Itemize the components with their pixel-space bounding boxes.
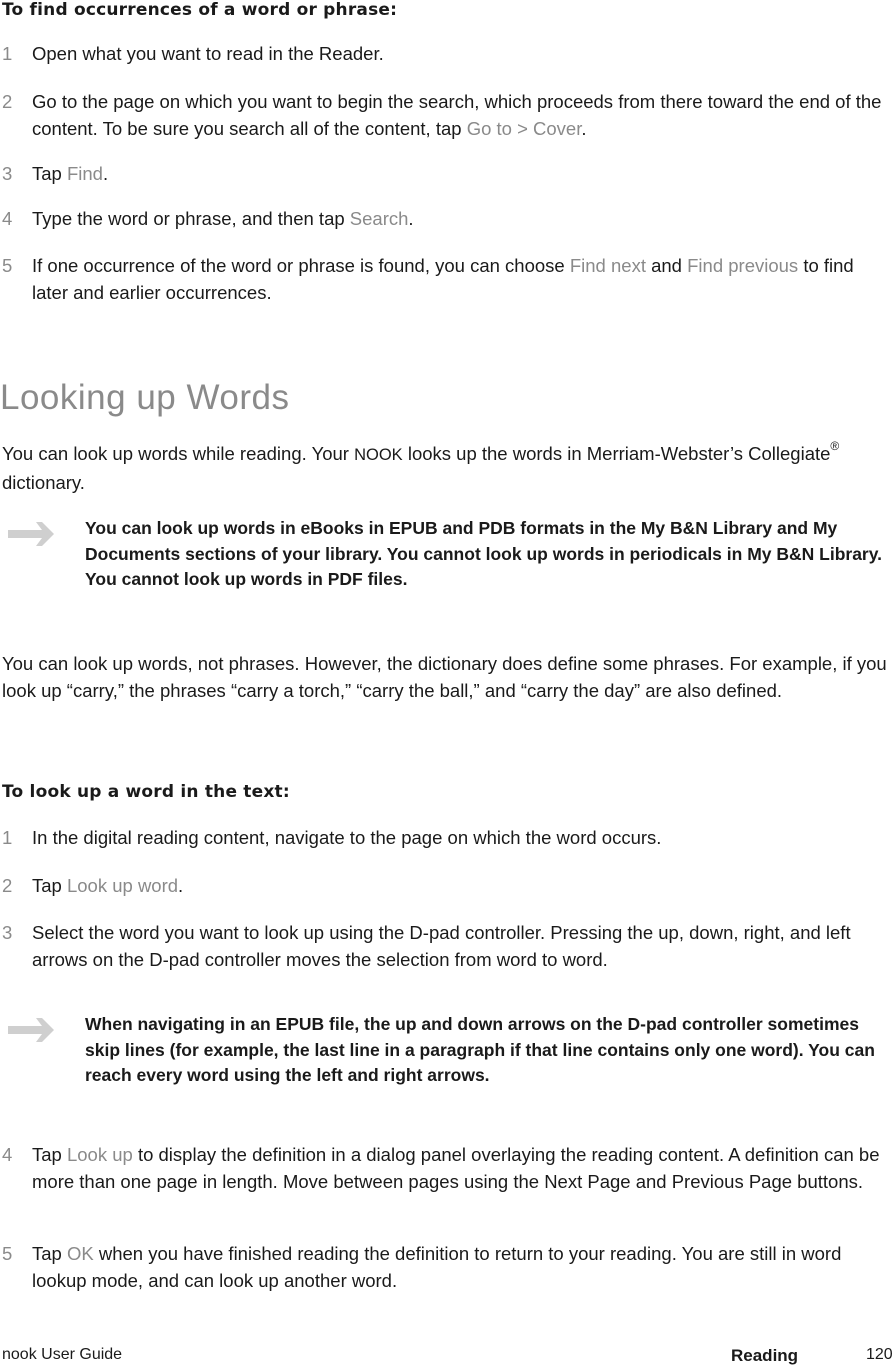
step-text: [32, 160, 894, 187]
step-number: 2: [2, 875, 13, 896]
lookup-step: [2, 1141, 894, 1195]
note-callout: [0, 1012, 895, 1089]
step-text: Select the word you want to look up using the D-pad controller. Pressing the up, down, right, and left arrows on the D-pad controller moves the selection from word to word.: [32, 922, 851, 970]
lookup-step: [2, 872, 894, 899]
registered-mark: ®: [830, 438, 840, 453]
step-number: 1: [2, 43, 13, 64]
find-step: [2, 88, 894, 142]
step-text-part: Tap: [32, 875, 67, 896]
intro-text: looks up the words in Merriam-Webster’s Collegiate: [402, 443, 831, 464]
step-text-part: .: [408, 208, 414, 229]
lookup-step: [2, 1240, 894, 1294]
find-step: [2, 205, 894, 232]
step-text-part: If one occurrence of the word or phrase is found, you can choose: [32, 255, 570, 276]
footer-section-name: Reading: [731, 1346, 799, 1365]
step-text-part: Go to the page on which you want to begin the search, which proceeds from there toward the end of the content. To be sure you search all of the content, tap: [32, 91, 882, 139]
intro-text: dictionary.: [2, 472, 85, 493]
step-number: 5: [2, 1243, 13, 1264]
note-callout: [0, 516, 895, 593]
right-arrow-icon: [4, 1012, 60, 1048]
step-number: 1: [2, 827, 13, 848]
step-number: 4: [2, 208, 13, 229]
step-text: [32, 252, 894, 306]
device-name: NOOK: [354, 446, 403, 464]
footer-page-number: 120: [866, 1346, 893, 1363]
step-number: 4: [2, 1144, 13, 1165]
ui-term-ok: OK: [66, 1243, 94, 1264]
step-number: 2: [2, 91, 13, 112]
ui-term-look-up-word: Look up word: [66, 875, 179, 896]
step-number: 5: [2, 255, 13, 276]
find-heading: To find occurrences of a word or phrase:: [2, 0, 398, 20]
section-title: Looking up Words: [0, 378, 290, 417]
step-text-part: .: [178, 875, 184, 896]
step-text-part: Tap: [32, 1243, 67, 1264]
ui-term-find-previous: Find previous: [687, 255, 799, 276]
lookup-heading: To look up a word in the text:: [2, 782, 290, 802]
step-text-part: Tap: [32, 1144, 67, 1165]
find-step: [2, 40, 894, 67]
step-text: Open what you want to read in the Reader.: [32, 43, 384, 64]
step-text: [32, 1240, 894, 1294]
step-text-part: and: [645, 255, 688, 276]
step-number: 3: [2, 922, 13, 943]
ui-term-find-next: Find next: [569, 255, 646, 276]
step-text: [32, 88, 894, 142]
ui-term-search: Search: [349, 208, 409, 229]
note-text: When navigating in an EPUB file, the up and down arrows on the D-pad controller sometimes skip lines (for example, the last line in a paragraph if that line contains only one word). You can reach every word using the left and right arrows.: [85, 1014, 875, 1085]
step-text: [32, 205, 894, 232]
ui-term-go-to-cover: Go to > Cover: [466, 118, 582, 139]
step-text-part: Type the word or phrase, and then tap: [32, 208, 350, 229]
ui-term-find: Find: [66, 163, 103, 184]
note-text: You can look up words in eBooks in EPUB and PDB formats in the My B&N Library and My Documents sections of your library. You cannot look up words in periodicals in My B&N Library. You cannot look up words in PDF files.: [85, 518, 883, 589]
find-step: [2, 160, 894, 187]
step-text-part: .: [102, 163, 109, 184]
step-text-part: .: [581, 118, 587, 139]
intro-text: You can look up words while reading. Your: [2, 443, 355, 464]
find-step: [2, 252, 894, 306]
ui-term-look-up: Look up: [66, 1144, 133, 1165]
step-text-part: to display the definition in a dialog panel overlaying the reading content. A definition can be more than one page in length. Move between pages using the Next Page and Previous Page buttons.: [32, 1144, 880, 1192]
step-number: 3: [2, 163, 13, 184]
intro-paragraph: [2, 440, 892, 496]
footer-guide-title: nook User Guide: [2, 1346, 123, 1363]
step-text: [32, 1141, 894, 1195]
step-text-part: Tap: [32, 163, 67, 184]
step-text: In the digital reading content, navigate to the page on which the word occurs.: [32, 827, 662, 848]
step-text-part: when you have finished reading the definition to return to your reading. You are still in word lookup mode, and can look up another word.: [32, 1243, 842, 1291]
right-arrow-icon: [4, 516, 60, 552]
lookup-step: [2, 824, 894, 851]
lookup-step: [2, 919, 894, 973]
step-text-part: to find later and earlier occurrences.: [32, 255, 854, 303]
phrases-paragraph: You can look up words, not phrases. However, the dictionary does define some phrases. For example, if you look up “carry,” the phrases “carry a torch,” “carry the ball,” and “carry the day” are also defined.: [2, 653, 887, 701]
step-text: [32, 872, 894, 899]
